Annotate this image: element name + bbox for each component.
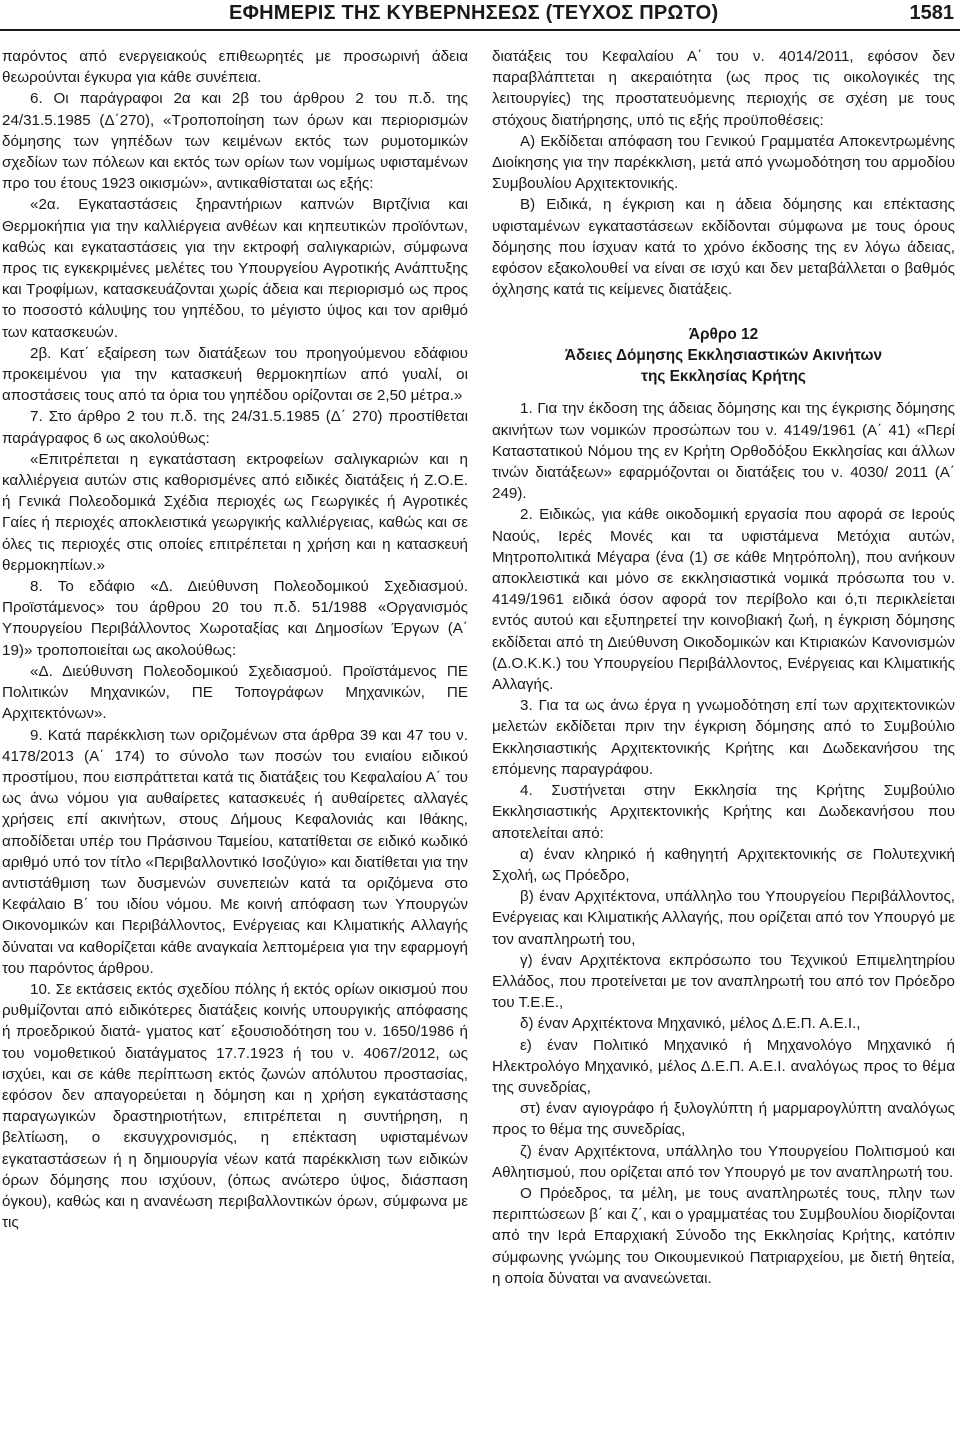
article-number: Άρθρο 12 <box>688 326 759 344</box>
paragraph: «Δ. Διεύθυνση Πολεοδομικού Σχεδιασμού. Προϊστάμενος ΠΕ Πολιτικών Μηχανικών, ΠΕ Τοπογράφων Μηχανικών, ΠΕ Αρχιτεκτόνων». <box>2 662 468 723</box>
paragraph: 7. Στο άρθρο 2 του π.δ. της 24/31.5.1985 (Δ΄ 270) προστίθεται παράγραφος 6 ως ακολούθως: <box>2 408 468 447</box>
paragraph: στ) έναν αγιογράφο ή ξυλογλύπτη ή μαρμαρογλύπτη αναλόγως προς το θέμα της συνεδρίας, <box>492 1100 955 1139</box>
paragraph: Ο Πρόεδρος, τα μέλη, με τους αναπληρωτές τους, πλην των περιπτώσεων β΄ και ζ΄, και ο γραμματέας του Συμβουλίου διορίζονται από την Ιερά Επαρχιακή Σύνοδο της Εκκλησίας Κρήτης, κατόπιν σύμφωνης γνώμης του Οικουμενικού Πατριαρχείου, με διετή θητεία, η οποία δύναται να ανανεώνεται. <box>492 1184 955 1287</box>
paragraph: β) έναν Αρχιτέκτονα, υπάλληλο του Υπουργείου Περιβάλλοντος, Ενέργειας και Κλιματικής Αλλαγής, που ορίζεται από τον Υπουργό με τον αναπληρωτή του, <box>492 888 955 948</box>
paragraph: 9. Κατά παρέκκλιση των οριζομένων στα άρθρα 39 και 47 του ν. 4178/2013 (Α΄ 174) το σύνολο των ποσών του ενιαίου ειδικού προστίμου, που εισπράττεται κατά τις διατάξεις του Κεφαλαίου Α΄ του ως άνω νόμου για αυθαίρετες κατασκευές ή αυθαίρετες αλλαγές χρήσεις επί ακινήτων, στους Δήμους Κεφαλονιάς και Ιθάκης, αποδίδεται υπέρ του Πράσινου Ταμείου, κατατίθεται σε ειδικό κωδικό αριθμό υπό τον τίτλο «Περιβαλλοντικό Ισοζύγιο» και διατίθεται για την αντιστάθμιση των δυσμενών συνεπειών κατά τα οριζόμενα στο Κεφάλαιο Β΄ του ιδίου νόμου. Με κοινή απόφαση των Υπουργών Οικονομικών και Περιβάλλοντος, Ενέργειας και Κλιματικής Αλλαγής δύναται να καθορίζεται κάθε αναγκαία λεπτομέρεια για την εφαρμογή του παρόντος άρθρου. <box>2 726 468 977</box>
paragraph: Α) Εκδίδεται απόφαση του Γενικού Γραμματέα Αποκεντρωμένης Διοίκησης για την παρέκκλιση, μετά από γνωμοδότηση του αρμοδίου Συμβουλίου Αρχιτεκτονικής. <box>492 132 955 193</box>
right-column <box>492 46 955 1289</box>
paragraph: διατάξεις του Κεφαλαίου Α΄ του ν. 4014/2011, εφόσον δεν παραβλάπτεται η ακεραιότητα (ως προς τις οικολογικές της λειτουργίες) της προστατευόμενης περιοχής σε σχέση με τους στόχους διατήρησης, υπό τις εξής προϋποθέσεις: <box>492 48 955 129</box>
paragraph: 6. Οι παράγραφοι 2α και 2β του άρθρου 2 του π.δ. της 24/31.5.1985 (Δ΄270), «Τροποποίηση των όρων και περιορισμών δόμησης των γηπέδων των κειμένων εκτός των ρυμοτομικών σχεδίων των πόλεων και εκτός των ορίων των νομίμως υφισταμένων προ του έτους 1923 οικισμών», αντικαθίσταται ως εξής: <box>2 90 468 193</box>
paragraph: 4. Συστήνεται στην Εκκλησία της Κρήτης Συμβούλιο Εκκλησιαστικής Αρχιτεκτονικής Κρήτης και Δωδεκανήσου που αποτελείται από: <box>492 782 955 842</box>
paragraph: παρόντος από ενεργειακούς επιθεωρητές με προσωρινή άδεια θεωρούνται έγκυρα για κάθε συνέπεια. <box>2 48 468 87</box>
paragraph: ζ) έναν Αρχιτέκτονα, υπάλληλο του Υπουργείου Πολιτισμού και Αθλητισμού, που ορίζεται από τον Υπουργό με τον αναπληρωτή του. <box>492 1142 955 1181</box>
article-title-line2: της Εκκλησίας Κρήτης <box>641 368 806 386</box>
header-divider <box>0 29 960 31</box>
paragraph: 3. Για τα ως άνω έργα η γνωμοδότηση επί των αρχιτεκτονικών μελετών εκδίδεται πριν την έγκριση δόμησης από το Συμβούλιο Εκκλησιαστικής Αρχιτεκτονικής Κρήτης και Δωδεκανήσου της επόμενης παραγράφου. <box>492 697 955 778</box>
paragraph: 2β. Κατ΄ εξαίρεση των διατάξεων του προηγούμενου εδάφιου προκειμένου για την κατασκευή θερμοκηπίων από γυαλί, οι αποστάσεις τους από τα όρια του γηπέδου ορίζονται σε 2,50 μέτρα.» <box>2 344 468 405</box>
paragraph: Β) Ειδικά, η έγκριση και η άδεια δόμησης και επέκτασης υφισταμένων εγκαταστάσεων εκδίδονται σύμφωνα με τους όρους δόμησης που ίσχυαν κατά το χρόνο έκδοσης της εν λόγω άδειας, εφόσον εξακολουθεί να είναι σε ισχύ και δεν μεταβάλλεται ο βαθμός όχλησης κατά τις κείμενες διατάξεις. <box>492 196 955 299</box>
page-header <box>0 0 960 32</box>
paragraph: 1. Για την έκδοση της άδειας δόμησης και της έγκρισης δόμησης ακινήτων των νομικών προσώπων του ν. 4149/1961 (Α΄ 41) «Περί Καταστατικού Νόμου της εν Κρήτη Ορθοδόξου Εκκλησίας και άλλων τινών διατάξεων» εφαρμόζονται οι διατάξεις του ν. 4030/ 2011 (Α΄ 249). <box>492 400 955 503</box>
paragraph: «Επιτρέπεται η εγκατάσταση εκτροφείων σαλιγκαριών και η καλλιέργεια αυτών στις καθορισμένες από ειδικές διατάξεις ή Ζ.Ο.Ε. ή Γενικά Πολεοδομικά Σχέδια περιοχές ως Γεωργικές ή Αγροτικές Γαίες ή περιοχές αποκλειστικά γεωργικής καλλιέργειας, καθώς και σε όλες τις περιοχές στις οποίες επιτρέπεται η χρήση και η κατασκευή θερμοκηπίων.» <box>2 450 468 574</box>
page-number: 1581 <box>909 2 954 24</box>
article-title-line1: Άδειες Δόμησης Εκκλησιαστικών Ακινήτων <box>564 347 883 365</box>
paragraph: γ) έναν Αρχιτέκτονα εκπρόσωπο του Τεχνικού Επιμελητηρίου Ελλάδος, που προτείνεται με τον αναπληρωτή του από τον Πρόεδρο του Τ.Ε.Ε., <box>492 951 955 1012</box>
paragraph: ε) έναν Πολιτικό Μηχανικό ή Μηχανολόγο Μηχανικό ή Ηλεκτρολόγο Μηχανικό, μέλος Δ.Ε.Π. Α.Ε.Ι. αναλόγως προς το θέμα της συνεδρίας, <box>492 1036 955 1096</box>
paragraph: α) έναν κληρικό ή καθηγητή Αρχιτεκτονικής σε Πολυτεχνική Σχολή, ως Πρόεδρο, <box>492 845 955 884</box>
left-column <box>2 46 468 1233</box>
gazette-title: ΕΦΗΜΕΡΙΣ ΤΗΣ ΚΥΒΕΡΝΗΣΕΩΣ (ΤΕΥΧΟΣ ΠΡΩΤΟ) <box>229 2 719 24</box>
paragraph: 10. Σε εκτάσεις εκτός σχεδίου πόλης ή εκτός ορίων οικισμού που ρυθμίζονται από ειδικότερες διατάξεις κοινής υπουργικής απόφασης ή προεδρικού διατά- γματος κατ΄ εξουσιοδότηση του ν. 1650/1986 ή του νομοθετικού διατάγματος 17.7.1923 ή του ν. 4067/2012, ως ισχύει, και σε κάθε περίπτωση εκτός ζωνών απόλυτου προστασίας, εφόσον δεν απαγορεύεται η δόμηση και η χρήση εγκατάστασης παραγωγικών δραστηριοτήτων, επιτρέπεται η συντήρηση, η βελτίωση, ο εκσυγχρονισμός, η επέκταση υφισταμένων εγκαταστάσεων ή η δημιουργία νέων κατά παρέκκλιση των ειδικών όρων δόμησης που ισχύουν, (όπως ανώτερο ύψος, διάσπαση όγκου), καθώς και η ανανέωση περιβαλλοντικών όρων, σύμφωνα με τις <box>2 980 468 1232</box>
paragraph: «2α. Εγκαταστάσεις ξηραντήριων καπνών Βιρτζίνια και Θερμοκήπια για την καλλιέργεια ανθέων και κηπευτικών προϊόντων, καθώς και εγκαταστάσεις για την εκτροφή σαλιγκαριών, σύμφωνα προς τις εγκεκριμένες μελέτες του Υπουργείου Αγροτικής Ανάπτυξης και Τροφίμων, κατασκευάζονται χωρίς άδεια και περιορισμό ως προς το ποσοστό κάλυψης του γηπέδου, το μέγιστο ύψος και τον αριθμό των κατασκευών. <box>2 196 468 341</box>
paragraph: δ) έναν Αρχιτέκτονα Μηχανικό, μέλος Δ.Ε.Π. Α.Ε.Ι., <box>520 1015 861 1033</box>
paragraph: 2. Ειδικώς, για κάθε οικοδομική εργασία που αφορά σε Ιερούς Ναούς, Ιερές Μονές και τα υφιστάμενα Μετόχια αυτών, Μητροπολιτικά Μέγαρα (ένα (1) σε κάθε Μητρόπολη), που ανήκουν αποκλειστικά και μόνο σε εκκλησιαστικά νομικά πρόσωπα του ν. 4149/1961 ειδικά όσον αφορά τον περίβολο και ό,τι περικλείεται εντός αυτού και εξυπηρετεί την κοινοβιακή ζωή, η έγκριση δόμησης εκδίδεται από τη Διεύθυνση Οικοδομικών και Κτιριακών Κανονισμών (Δ.Ο.Κ.Κ.) του Υπουργείου Περιβάλλοντος, Ενέργειας και Κλιματικής Αλλαγής. <box>492 506 955 694</box>
paragraph: 8. Το εδάφιο «Δ. Διεύθυνση Πολεοδομικού Σχεδιασμού. Προϊστάμενος» του άρθρου 20 του π.δ. 51/1988 «Οργανισμός Υπουργείου Περιβάλλοντος Χωροταξίας και Δημοσίων Έργων (Α΄ 19)» τροποποιείται ως ακολούθως: <box>2 578 468 659</box>
